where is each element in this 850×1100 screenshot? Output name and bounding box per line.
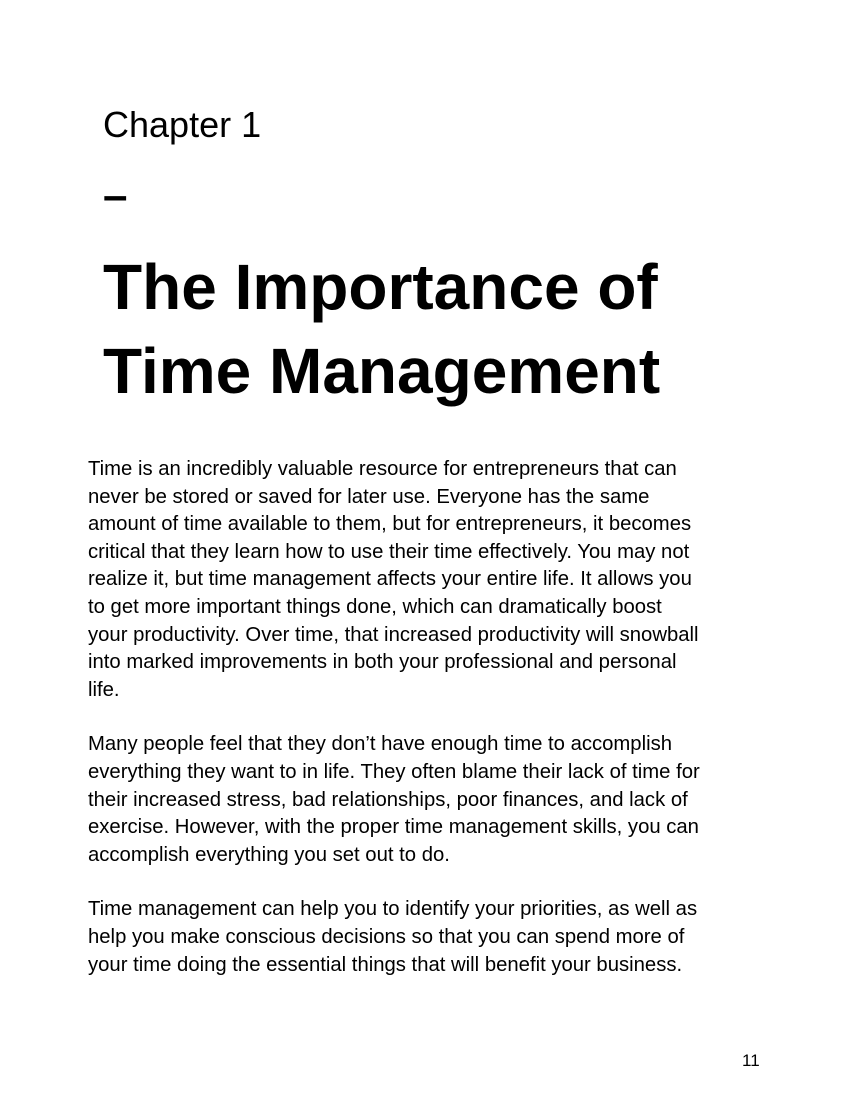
paragraph-1 [88,456,778,704]
paragraph-3 [88,896,778,979]
paragraph-2 [88,731,778,869]
text-line: their increased stress, bad relationships, poor finances, and lack of [88,788,688,811]
chapter-dash: – [103,171,128,220]
text-line: critical that they learn how to use their time effectively. You may not [88,540,690,563]
text-line: everything they want to in life. They often blame their lack of time for [88,760,700,783]
text-line: life. [88,678,120,701]
text-line: to get more important things done, which can dramatically boost [88,595,662,618]
body-text [88,456,778,1006]
text-line: never be stored or saved for later use. Everyone has the same [88,485,650,508]
chapter-title-line: The Importance of [103,251,658,323]
page-number: 11 [742,1051,760,1070]
chapter-title [103,245,803,413]
text-line: Time management can help you to identify your priorities, as well as [88,898,698,921]
text-line: help you make conscious decisions so that you can spend more of [88,925,685,948]
text-line: accomplish everything you set out to do. [88,843,450,866]
text-line: your time doing the essential things that will benefit your business. [88,953,683,976]
text-line: into marked improvements in both your professional and personal [88,651,677,674]
text-line: amount of time available to them, but for entrepreneurs, it becomes [88,513,692,536]
chapter-label: Chapter 1 [103,104,262,145]
chapter-title-line: Time Management [103,335,661,407]
text-line: Time is an incredibly valuable resource for entrepreneurs that can [88,458,677,480]
text-line: exercise. However, with the proper time management skills, you can [88,816,699,839]
text-line: your productivity. Over time, that increased productivity will snowball [88,623,699,646]
text-line: realize it, but time management affects your entire life. It allows you [88,568,692,591]
text-line: Many people feel that they don’t have enough time to accomplish [88,733,673,756]
